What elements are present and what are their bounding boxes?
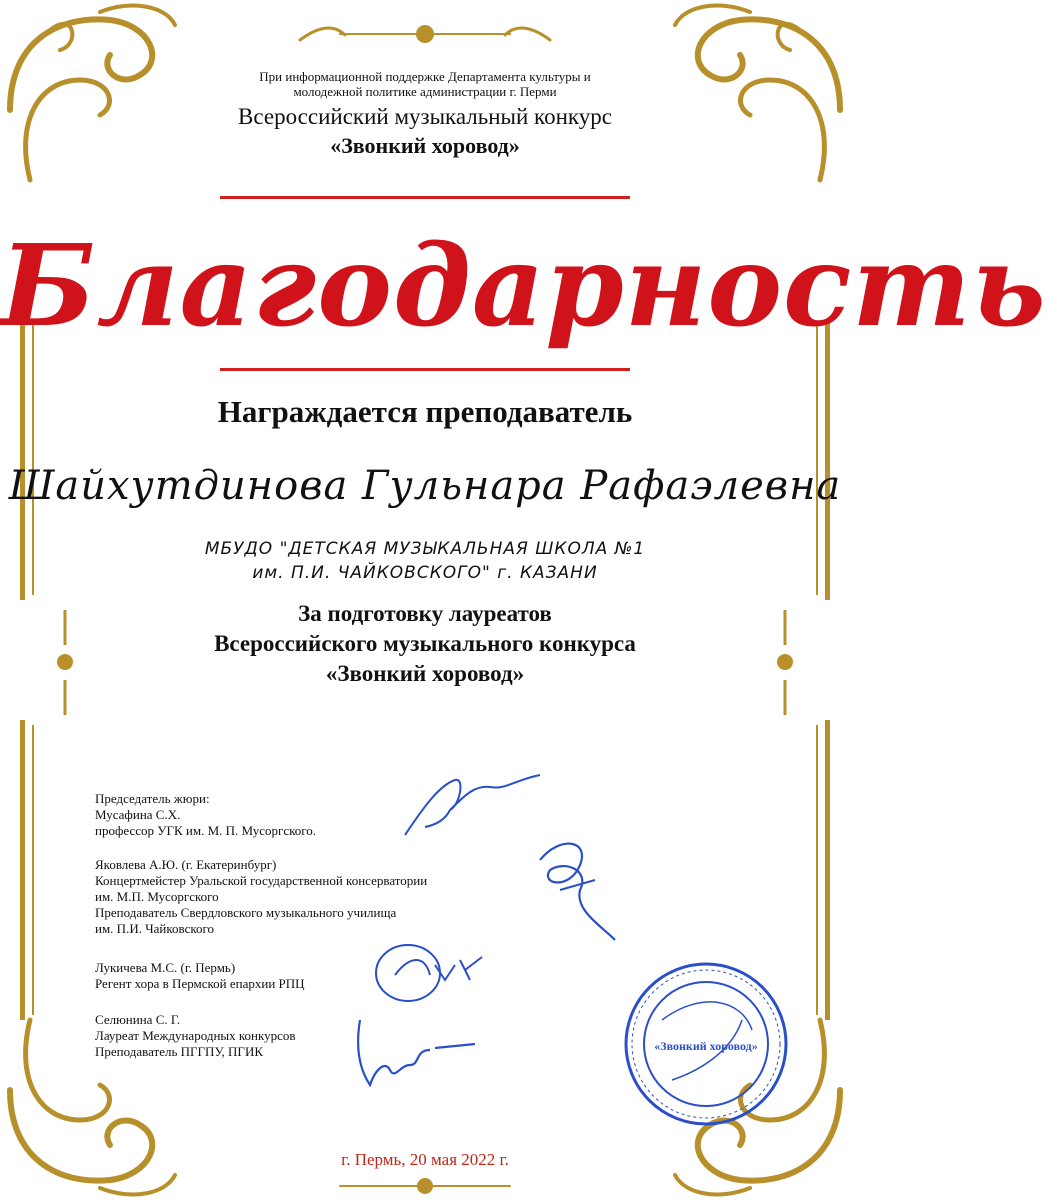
signature-4 (345, 1010, 485, 1095)
awarded-line: Награждается преподаватель (217, 394, 633, 429)
bottom-divider (220, 368, 630, 371)
jury-line: Мусафина С.Х. (95, 807, 181, 822)
reason-line-3: «Звонкий хоровод» (325, 661, 525, 686)
certificate-title: Благодарность (0, 221, 1047, 352)
support-text (0, 69, 850, 99)
jury-line: Лауреат Международных конкурсов (95, 1028, 296, 1043)
award-reason (0, 599, 850, 689)
jury-member-1 (95, 791, 316, 839)
jury-member-4 (95, 1012, 296, 1060)
jury-line: Яковлева А.Ю. (г. Екатеринбург) (95, 857, 277, 872)
jury-line: Преподаватель Свердловского музыкального училища (95, 905, 397, 920)
support-line-2: молодежной политике администрации г. Перми (293, 84, 557, 99)
reason-line-2: Всероссийского музыкального конкурса (214, 631, 636, 656)
jury-member-3 (95, 960, 305, 992)
jury-line: Лукичева М.С. (г. Пермь) (95, 960, 236, 975)
jury-line: Регент хора в Пермской епархии РПЦ (95, 976, 305, 991)
recipient-name: Шайхутдинова Гульнара Рафаэлевна (8, 463, 842, 509)
jury-member-2 (95, 857, 427, 937)
school-line-1: МБУДО "ДЕТСКАЯ МУЗЫКАЛЬНАЯ ШКОЛА №1 (204, 539, 646, 559)
support-line-1: При информационной поддержке Департамента культуры и (259, 69, 591, 84)
school-line-2: им. П.И. ЧАЙКОВСКОГО" г. КАЗАНИ (252, 563, 598, 583)
stamp-center-text: «Звонкий хоровод» (654, 1039, 758, 1053)
jury-line: Председатель жюри: (95, 791, 210, 806)
jury-line: им. М.П. Мусоргского (95, 889, 219, 904)
signature-3 (370, 935, 495, 1005)
jury-line: им. П.И. Чайковского (95, 921, 215, 936)
school-name (0, 537, 850, 585)
issue-date: г. Пермь, 20 мая 2022 г. (341, 1150, 509, 1169)
reason-line-1: За подготовку лауреатов (298, 601, 552, 626)
contest-heading: Всероссийский музыкальный конкурс (238, 104, 612, 129)
official-stamp (622, 960, 790, 1128)
jury-line: Селюнина С. Г. (95, 1012, 181, 1027)
jury-line: Преподаватель ПГГПУ, ПГИК (95, 1044, 263, 1059)
signature-2 (520, 830, 630, 950)
top-divider (220, 196, 630, 199)
jury-line: Концертмейстер Уральской государственной консерватории (95, 873, 428, 888)
contest-name: «Звонкий хоровод» (330, 133, 520, 158)
jury-line: профессор УГК им. М. П. Мусоргского. (95, 823, 317, 838)
